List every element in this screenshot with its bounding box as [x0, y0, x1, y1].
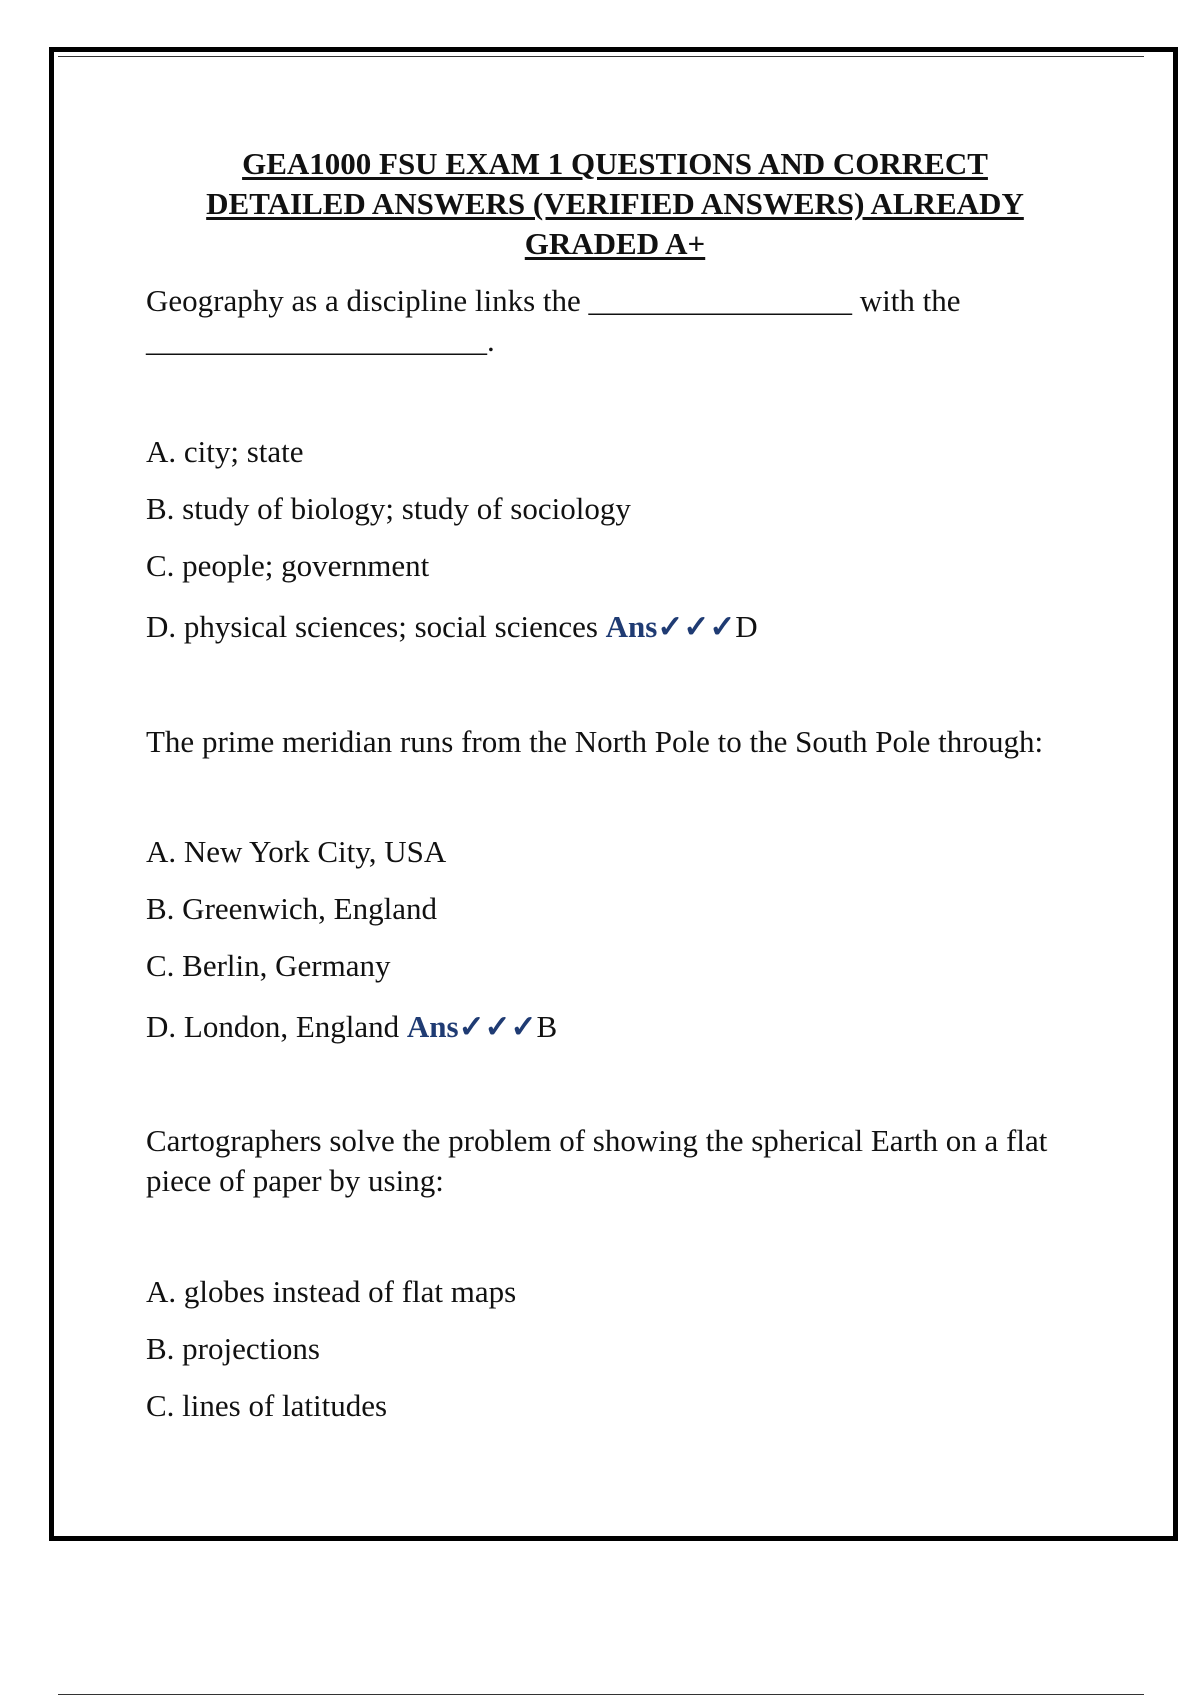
question-3-option-a: A. globes instead of flat maps [146, 1274, 517, 1309]
question-1-stem-line-1: Geography as a discipline links the _________________ with the [146, 283, 961, 318]
question-1-option-d-row [146, 607, 758, 647]
answer-marker: Ans✓✓✓ [406, 1009, 537, 1044]
question-3-stem-line-1: Cartographers solve the problem of showing the spherical Earth on a flat [146, 1123, 1048, 1158]
question-3-option-c: C. lines of latitudes [146, 1388, 388, 1423]
question-2-option-b: B. Greenwich, England [146, 891, 437, 926]
answer-letter: D [735, 609, 758, 644]
page-frame [49, 47, 1178, 1541]
title-line-3: GRADED A+ [524, 226, 706, 261]
question-1-option-c: C. people; government [146, 548, 430, 583]
question-1-stem-line-2: ______________________. [146, 323, 495, 358]
question-2-option-c: C. Berlin, Germany [146, 948, 391, 983]
question-2-option-a: A. New York City, USA [146, 834, 447, 869]
title-line-2: DETAILED ANSWERS (VERIFIED ANSWERS) ALREADY [206, 186, 1024, 221]
document-title [140, 144, 1090, 264]
footer-rule [58, 1694, 1144, 1695]
answer-marker: Ans✓✓✓ [605, 609, 736, 644]
question-2-option-d-row [146, 1007, 557, 1047]
answer-letter: B [536, 1009, 558, 1044]
question-1-option-d: D. physical sciences; social sciences [146, 609, 598, 644]
question-2-option-d: D. London, England [146, 1009, 400, 1044]
question-1-option-a: A. city; state [146, 434, 304, 469]
question-3-option-b: B. projections [146, 1331, 320, 1366]
title-line-1: GEA1000 FSU EXAM 1 QUESTIONS AND CORRECT [242, 146, 988, 181]
question-2-stem-line-1: The prime meridian runs from the North Pole to the South Pole through: [146, 724, 1044, 759]
question-3-stem-line-2: piece of paper by using: [146, 1163, 444, 1198]
question-1-option-b: B. study of biology; study of sociology [146, 491, 631, 526]
